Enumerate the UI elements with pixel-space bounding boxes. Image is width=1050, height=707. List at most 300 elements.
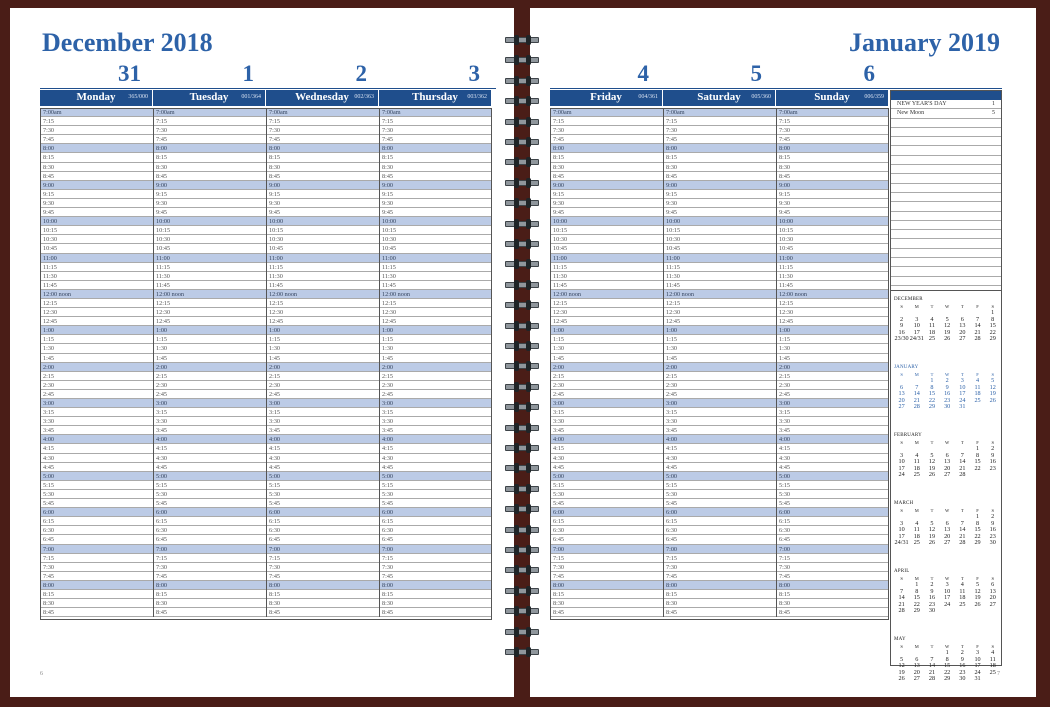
time-slot[interactable]: 4:00 [777, 435, 889, 444]
time-slot[interactable]: 7:45 [380, 135, 492, 144]
time-slot[interactable]: 9:00 [664, 181, 776, 190]
time-slot[interactable]: 9:00 [380, 181, 492, 190]
time-slot[interactable]: 7:00am [380, 108, 492, 117]
time-slot[interactable]: 5:30 [777, 490, 889, 499]
time-slot[interactable]: 8:30 [267, 599, 379, 608]
time-slot[interactable]: 7:45 [267, 135, 379, 144]
time-slot[interactable]: 11:45 [41, 281, 153, 290]
time-slot[interactable]: 6:45 [664, 535, 776, 544]
time-slot[interactable]: 3:30 [380, 417, 492, 426]
time-slot[interactable]: 4:00 [380, 435, 492, 444]
time-slot[interactable]: 4:15 [41, 444, 153, 453]
time-slot[interactable]: 1:30 [41, 344, 153, 353]
time-slot[interactable]: 7:45 [267, 572, 379, 581]
time-slot[interactable]: 8:00 [41, 581, 153, 590]
time-slot[interactable]: 12:30 [777, 308, 889, 317]
time-slot[interactable]: 10:00 [380, 217, 492, 226]
note-line[interactable] [891, 184, 1001, 193]
time-slot[interactable]: 2:15 [267, 372, 379, 381]
time-slot[interactable]: 12:30 [154, 308, 266, 317]
time-slot[interactable]: 7:00 [380, 545, 492, 554]
time-slot[interactable]: 7:30 [777, 563, 889, 572]
time-slot[interactable]: 12:45 [777, 317, 889, 326]
time-slot[interactable]: 12:30 [267, 308, 379, 317]
time-slot[interactable]: 8:30 [664, 163, 776, 172]
time-slot[interactable]: 7:45 [154, 135, 266, 144]
time-slot[interactable]: 7:45 [551, 572, 663, 581]
time-slot[interactable]: 8:00 [664, 581, 776, 590]
time-slot[interactable]: 4:45 [664, 463, 776, 472]
time-slot[interactable]: 2:15 [380, 372, 492, 381]
time-slot[interactable]: 8:30 [777, 163, 889, 172]
time-slot[interactable]: 4:45 [267, 463, 379, 472]
time-slot[interactable]: 7:15 [41, 117, 153, 126]
time-slot[interactable]: 4:30 [664, 454, 776, 463]
time-slot[interactable]: 3:00 [777, 399, 889, 408]
time-slot[interactable]: 4:30 [41, 454, 153, 463]
time-slot[interactable]: 2:15 [664, 372, 776, 381]
time-slot[interactable]: 5:45 [551, 499, 663, 508]
time-slot[interactable]: 10:30 [380, 235, 492, 244]
time-slot[interactable]: 2:15 [777, 372, 889, 381]
time-slot[interactable]: 12:00 noon [154, 290, 266, 299]
time-slot[interactable]: 3:45 [551, 426, 663, 435]
time-slot[interactable]: 10:15 [664, 226, 776, 235]
time-slot[interactable]: 2:30 [551, 381, 663, 390]
time-slot[interactable]: 10:15 [41, 226, 153, 235]
time-slot[interactable]: 1:30 [777, 344, 889, 353]
time-slot[interactable]: 7:30 [41, 126, 153, 135]
time-slot[interactable]: 3:45 [154, 426, 266, 435]
time-slot[interactable]: 8:15 [41, 153, 153, 162]
time-slot[interactable]: 10:15 [154, 226, 266, 235]
time-slot[interactable]: 7:30 [154, 563, 266, 572]
time-slot[interactable]: 4:15 [267, 444, 379, 453]
time-slot[interactable]: 8:45 [41, 172, 153, 181]
time-slot[interactable]: 3:15 [154, 408, 266, 417]
time-slot[interactable]: 7:45 [777, 135, 889, 144]
time-slot[interactable]: 3:30 [41, 417, 153, 426]
time-slot[interactable]: 8:00 [267, 581, 379, 590]
time-slot[interactable]: 9:15 [777, 190, 889, 199]
time-slot[interactable]: 11:45 [551, 281, 663, 290]
time-slot[interactable]: 6:00 [154, 508, 266, 517]
note-line[interactable] [891, 239, 1001, 248]
time-slot[interactable]: 6:00 [551, 508, 663, 517]
time-slot[interactable]: 5:00 [664, 472, 776, 481]
time-slot[interactable]: 8:30 [380, 599, 492, 608]
time-slot[interactable]: 7:00 [777, 545, 889, 554]
time-slot[interactable]: 2:15 [41, 372, 153, 381]
time-slot[interactable]: 7:00am [664, 108, 776, 117]
time-slot[interactable]: 6:00 [380, 508, 492, 517]
time-slot[interactable]: 3:45 [664, 426, 776, 435]
time-slot[interactable]: 4:45 [777, 463, 889, 472]
time-slot[interactable]: 11:30 [154, 272, 266, 281]
time-slot[interactable]: 3:00 [267, 399, 379, 408]
time-slot[interactable]: 8:45 [551, 172, 663, 181]
time-slot[interactable]: 3:30 [551, 417, 663, 426]
time-slot[interactable]: 6:30 [664, 526, 776, 535]
time-slot[interactable]: 8:15 [267, 153, 379, 162]
time-slot[interactable]: 10:30 [41, 235, 153, 244]
time-slot[interactable]: 9:30 [154, 199, 266, 208]
time-slot[interactable]: 6:15 [551, 517, 663, 526]
time-slot[interactable]: 5:15 [777, 481, 889, 490]
time-slot[interactable]: 4:15 [777, 444, 889, 453]
time-slot[interactable]: 9:45 [551, 208, 663, 217]
time-slot[interactable]: 2:45 [41, 390, 153, 399]
time-slot[interactable]: 5:00 [380, 472, 492, 481]
time-slot[interactable]: 1:15 [41, 335, 153, 344]
note-line[interactable] [891, 202, 1001, 211]
time-slot[interactable]: 10:30 [664, 235, 776, 244]
time-slot[interactable]: 1:00 [154, 326, 266, 335]
time-slot[interactable]: 2:45 [551, 390, 663, 399]
time-slot[interactable]: 8:45 [154, 172, 266, 181]
time-slot[interactable]: 12:00 noon [41, 290, 153, 299]
time-slot[interactable]: 10:30 [551, 235, 663, 244]
time-slot[interactable]: 8:15 [380, 153, 492, 162]
time-slot[interactable]: 3:45 [41, 426, 153, 435]
note-line[interactable] [891, 221, 1001, 230]
time-slot[interactable]: 3:30 [777, 417, 889, 426]
time-slot[interactable]: 4:45 [380, 463, 492, 472]
time-slot[interactable]: 5:15 [664, 481, 776, 490]
time-slot[interactable]: 12:15 [664, 299, 776, 308]
time-slot[interactable]: 9:00 [777, 181, 889, 190]
time-slot[interactable]: 11:00 [154, 254, 266, 263]
time-slot[interactable]: 7:15 [664, 554, 776, 563]
time-slot[interactable]: 2:15 [551, 372, 663, 381]
time-slot[interactable]: 12:30 [664, 308, 776, 317]
time-slot[interactable]: 11:00 [777, 254, 889, 263]
time-slot[interactable]: 7:15 [380, 117, 492, 126]
time-slot[interactable]: 4:30 [777, 454, 889, 463]
time-slot[interactable]: 1:30 [664, 344, 776, 353]
time-slot[interactable]: 2:45 [267, 390, 379, 399]
time-slot[interactable]: 9:15 [267, 190, 379, 199]
time-slot[interactable]: 11:15 [380, 263, 492, 272]
time-slot[interactable]: 6:45 [380, 535, 492, 544]
time-slot[interactable]: 5:45 [41, 499, 153, 508]
time-slot[interactable]: 9:30 [380, 199, 492, 208]
time-slot[interactable]: 12:00 noon [777, 290, 889, 299]
time-slot[interactable]: 8:15 [777, 590, 889, 599]
time-slot[interactable]: 6:00 [777, 508, 889, 517]
time-slot[interactable]: 1:00 [41, 326, 153, 335]
time-slot[interactable]: 6:30 [267, 526, 379, 535]
note-line[interactable] [891, 119, 1001, 128]
time-slot[interactable]: 1:30 [267, 344, 379, 353]
time-slot[interactable]: 6:45 [154, 535, 266, 544]
time-slot[interactable]: 10:00 [777, 217, 889, 226]
time-slot[interactable]: 7:00 [664, 545, 776, 554]
time-slot[interactable]: 12:15 [41, 299, 153, 308]
note-line[interactable] [891, 249, 1001, 258]
time-slot[interactable]: 11:45 [380, 281, 492, 290]
time-slot[interactable]: 2:45 [664, 390, 776, 399]
time-slot[interactable]: 11:00 [664, 254, 776, 263]
time-slot[interactable]: 11:00 [551, 254, 663, 263]
time-slot[interactable]: 9:30 [777, 199, 889, 208]
time-slot[interactable]: 5:00 [551, 472, 663, 481]
time-slot[interactable]: 8:45 [777, 172, 889, 181]
time-slot[interactable]: 11:15 [551, 263, 663, 272]
time-slot[interactable]: 7:15 [154, 554, 266, 563]
time-slot[interactable]: 11:00 [41, 254, 153, 263]
time-slot[interactable]: 12:45 [551, 317, 663, 326]
time-slot[interactable]: 6:15 [41, 517, 153, 526]
time-slot[interactable]: 12:15 [777, 299, 889, 308]
time-slot[interactable]: 3:45 [777, 426, 889, 435]
time-slot[interactable]: 7:45 [41, 572, 153, 581]
time-slot[interactable]: 2:45 [154, 390, 266, 399]
time-slot[interactable]: 8:45 [41, 608, 153, 617]
time-slot[interactable]: 4:00 [551, 435, 663, 444]
time-slot[interactable]: 6:45 [551, 535, 663, 544]
time-slot[interactable]: 4:00 [154, 435, 266, 444]
time-slot[interactable]: 1:45 [551, 354, 663, 363]
time-slot[interactable]: 6:30 [41, 526, 153, 535]
time-slot[interactable]: 9:15 [380, 190, 492, 199]
time-slot[interactable]: 9:45 [267, 208, 379, 217]
time-slot[interactable]: 2:45 [380, 390, 492, 399]
note-line[interactable] [891, 258, 1001, 267]
time-slot[interactable]: 5:15 [380, 481, 492, 490]
time-slot[interactable]: 8:00 [154, 581, 266, 590]
time-slot[interactable]: 9:45 [41, 208, 153, 217]
time-slot[interactable]: 8:30 [267, 163, 379, 172]
time-slot[interactable]: 9:45 [380, 208, 492, 217]
time-slot[interactable]: 7:15 [267, 117, 379, 126]
time-slot[interactable]: 1:45 [154, 354, 266, 363]
time-slot[interactable]: 6:15 [267, 517, 379, 526]
time-slot[interactable]: 7:30 [41, 563, 153, 572]
time-slot[interactable]: 10:00 [154, 217, 266, 226]
time-slot[interactable]: 3:15 [41, 408, 153, 417]
time-slot[interactable]: 7:30 [664, 126, 776, 135]
time-slot[interactable]: 7:15 [380, 554, 492, 563]
time-slot[interactable]: 10:00 [41, 217, 153, 226]
time-slot[interactable]: 8:15 [154, 153, 266, 162]
time-slot[interactable]: 2:00 [41, 363, 153, 372]
time-slot[interactable]: 3:00 [551, 399, 663, 408]
time-slot[interactable]: 8:15 [551, 590, 663, 599]
time-slot[interactable]: 2:00 [777, 363, 889, 372]
time-slot[interactable]: 6:00 [267, 508, 379, 517]
time-slot[interactable]: 8:00 [664, 144, 776, 153]
time-slot[interactable]: 8:15 [777, 153, 889, 162]
time-slot[interactable]: 7:00 [41, 545, 153, 554]
time-slot[interactable]: 5:30 [267, 490, 379, 499]
time-slot[interactable]: 3:15 [551, 408, 663, 417]
time-slot[interactable]: 7:15 [154, 117, 266, 126]
time-slot[interactable]: 8:15 [380, 590, 492, 599]
time-slot[interactable]: 7:15 [551, 554, 663, 563]
time-slot[interactable]: 2:00 [154, 363, 266, 372]
time-slot[interactable]: 8:45 [267, 608, 379, 617]
time-slot[interactable]: 6:30 [551, 526, 663, 535]
time-slot[interactable]: 1:30 [551, 344, 663, 353]
time-slot[interactable]: 7:15 [777, 117, 889, 126]
time-slot[interactable]: 6:15 [664, 517, 776, 526]
time-slot[interactable]: 5:00 [777, 472, 889, 481]
time-slot[interactable]: 2:00 [551, 363, 663, 372]
time-slot[interactable]: 4:30 [267, 454, 379, 463]
time-slot[interactable]: 8:00 [551, 581, 663, 590]
time-slot[interactable]: 8:15 [664, 153, 776, 162]
time-slot[interactable]: 9:45 [664, 208, 776, 217]
time-slot[interactable]: 8:15 [664, 590, 776, 599]
time-slot[interactable]: 1:15 [551, 335, 663, 344]
time-slot[interactable]: 10:45 [380, 244, 492, 253]
time-slot[interactable]: 12:15 [267, 299, 379, 308]
time-slot[interactable]: 7:15 [664, 117, 776, 126]
time-slot[interactable]: 8:00 [551, 144, 663, 153]
time-slot[interactable]: 10:15 [267, 226, 379, 235]
time-slot[interactable]: 5:15 [41, 481, 153, 490]
time-slot[interactable]: 5:30 [664, 490, 776, 499]
time-slot[interactable]: 7:00am [41, 108, 153, 117]
time-slot[interactable]: 1:45 [664, 354, 776, 363]
time-slot[interactable]: 3:30 [154, 417, 266, 426]
time-slot[interactable]: 3:00 [380, 399, 492, 408]
time-slot[interactable]: 8:15 [41, 590, 153, 599]
time-slot[interactable]: 11:30 [41, 272, 153, 281]
note-line[interactable] [891, 137, 1001, 146]
time-slot[interactable]: 1:45 [267, 354, 379, 363]
time-slot[interactable]: 11:00 [380, 254, 492, 263]
time-slot[interactable]: 7:30 [154, 126, 266, 135]
time-slot[interactable]: 10:45 [551, 244, 663, 253]
time-slot[interactable]: 7:15 [41, 554, 153, 563]
time-slot[interactable]: 11:15 [777, 263, 889, 272]
time-slot[interactable]: 12:30 [551, 308, 663, 317]
time-slot[interactable]: 8:00 [777, 144, 889, 153]
time-slot[interactable]: 9:00 [551, 181, 663, 190]
time-slot[interactable]: 7:45 [551, 135, 663, 144]
time-slot[interactable]: 5:30 [380, 490, 492, 499]
time-slot[interactable]: 5:45 [664, 499, 776, 508]
time-slot[interactable]: 1:00 [664, 326, 776, 335]
time-slot[interactable]: 8:45 [380, 172, 492, 181]
time-slot[interactable]: 10:30 [267, 235, 379, 244]
time-slot[interactable]: 1:00 [551, 326, 663, 335]
time-slot[interactable]: 10:15 [551, 226, 663, 235]
time-slot[interactable]: 12:45 [41, 317, 153, 326]
time-slot[interactable]: 1:15 [154, 335, 266, 344]
time-slot[interactable]: 8:30 [41, 163, 153, 172]
time-slot[interactable]: 7:30 [777, 126, 889, 135]
time-slot[interactable]: 12:45 [664, 317, 776, 326]
time-slot[interactable]: 2:30 [267, 381, 379, 390]
time-slot[interactable]: 10:30 [154, 235, 266, 244]
time-slot[interactable]: 2:00 [664, 363, 776, 372]
time-slot[interactable]: 9:30 [551, 199, 663, 208]
note-line[interactable] [891, 267, 1001, 276]
time-slot[interactable]: 11:45 [154, 281, 266, 290]
time-slot[interactable]: 6:45 [41, 535, 153, 544]
time-slot[interactable]: 1:45 [777, 354, 889, 363]
time-slot[interactable]: 12:00 noon [380, 290, 492, 299]
time-slot[interactable]: 7:30 [380, 126, 492, 135]
time-slot[interactable]: 5:15 [551, 481, 663, 490]
time-slot[interactable]: 11:30 [777, 272, 889, 281]
time-slot[interactable]: 4:15 [551, 444, 663, 453]
time-slot[interactable]: 8:30 [41, 599, 153, 608]
time-slot[interactable]: 11:00 [267, 254, 379, 263]
time-slot[interactable]: 6:45 [777, 535, 889, 544]
time-slot[interactable]: 12:00 noon [267, 290, 379, 299]
time-slot[interactable]: 10:45 [154, 244, 266, 253]
time-slot[interactable]: 3:15 [777, 408, 889, 417]
time-slot[interactable]: 1:30 [380, 344, 492, 353]
time-slot[interactable]: 8:30 [380, 163, 492, 172]
time-slot[interactable]: 5:45 [380, 499, 492, 508]
time-slot[interactable]: 8:30 [154, 599, 266, 608]
note-line[interactable] [891, 165, 1001, 174]
time-slot[interactable]: 8:00 [154, 144, 266, 153]
time-slot[interactable]: 7:45 [664, 135, 776, 144]
note-line[interactable] [891, 212, 1001, 221]
note-line[interactable] [891, 277, 1001, 286]
time-slot[interactable]: 12:15 [380, 299, 492, 308]
time-slot[interactable]: 11:30 [267, 272, 379, 281]
time-slot[interactable]: 9:30 [41, 199, 153, 208]
time-slot[interactable]: 8:45 [267, 172, 379, 181]
time-slot[interactable]: 4:00 [41, 435, 153, 444]
time-slot[interactable]: 7:45 [41, 135, 153, 144]
time-slot[interactable]: 1:15 [267, 335, 379, 344]
time-slot[interactable]: 4:30 [154, 454, 266, 463]
time-slot[interactable]: 12:45 [154, 317, 266, 326]
time-slot[interactable]: 5:15 [154, 481, 266, 490]
time-slot[interactable]: 5:45 [154, 499, 266, 508]
time-slot[interactable]: 5:30 [154, 490, 266, 499]
time-slot[interactable]: 1:00 [267, 326, 379, 335]
time-slot[interactable]: 10:00 [267, 217, 379, 226]
time-slot[interactable]: 4:45 [551, 463, 663, 472]
time-slot[interactable]: 8:45 [777, 608, 889, 617]
time-slot[interactable]: 7:30 [267, 126, 379, 135]
time-slot[interactable]: 11:15 [41, 263, 153, 272]
time-slot[interactable]: 8:30 [551, 163, 663, 172]
time-slot[interactable]: 5:00 [267, 472, 379, 481]
time-slot[interactable]: 11:15 [664, 263, 776, 272]
time-slot[interactable]: 10:45 [664, 244, 776, 253]
time-slot[interactable]: 8:00 [380, 144, 492, 153]
time-slot[interactable]: 9:15 [154, 190, 266, 199]
time-slot[interactable]: 8:15 [267, 590, 379, 599]
time-slot[interactable]: 7:00 [551, 545, 663, 554]
time-slot[interactable]: 6:15 [380, 517, 492, 526]
time-slot[interactable]: 5:15 [267, 481, 379, 490]
time-slot[interactable]: 7:15 [551, 117, 663, 126]
time-slot[interactable]: 9:15 [664, 190, 776, 199]
time-slot[interactable]: 8:45 [664, 172, 776, 181]
time-slot[interactable]: 5:00 [154, 472, 266, 481]
note-line[interactable] [891, 230, 1001, 239]
time-slot[interactable]: 12:30 [380, 308, 492, 317]
time-slot[interactable]: 8:00 [380, 581, 492, 590]
time-slot[interactable]: 4:15 [154, 444, 266, 453]
time-slot[interactable]: 7:30 [664, 563, 776, 572]
time-slot[interactable]: 4:30 [551, 454, 663, 463]
time-slot[interactable]: 8:00 [267, 144, 379, 153]
time-slot[interactable]: 7:45 [154, 572, 266, 581]
time-slot[interactable]: 4:00 [664, 435, 776, 444]
